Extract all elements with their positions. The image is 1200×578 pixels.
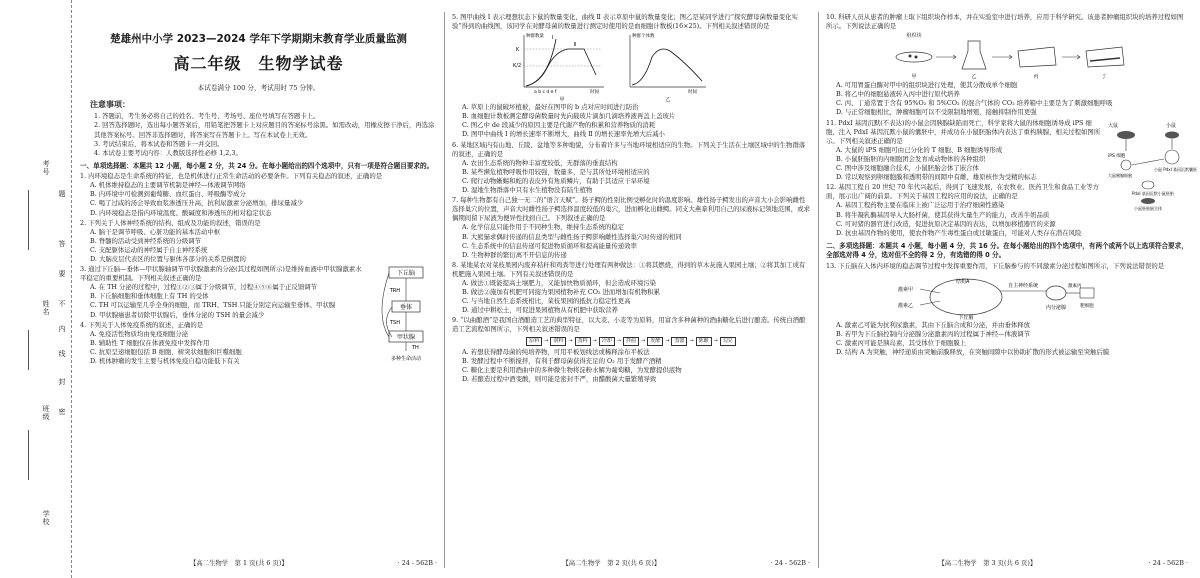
flow-step: 拌曲 [623, 337, 639, 346]
flow-arrow-icon: → [568, 337, 573, 344]
fig-thyroid: 甲状腺 [396, 334, 416, 342]
option-b: B. 下丘脑细胞和垂体细胞上有 TH 的受体 [90, 292, 209, 301]
option-d: D. 常以观察到卵细胞膜和透明带的间隙中有雌、雄原核作为受精的标志 [836, 173, 1037, 182]
option-a: A. 做法①既能提高土壤肥力，又能加快物质循环，但会造成环境污染 [462, 278, 657, 287]
seal-char: 线 [57, 350, 66, 357]
question-8 [452, 261, 810, 316]
page-column-3 [826, 12, 1198, 568]
school-label: 学校 [41, 510, 50, 526]
fig5-x-right: 时间 [688, 90, 697, 96]
footer-code: · 24 - 562B · [397, 558, 437, 567]
fig-hypothalamus: 下丘脑 [396, 270, 416, 278]
fig13-ans: 自主神经系统 [1008, 282, 1039, 289]
option-c: C. 与当地自然生态系统相比，菜枝果园的抵抗力稳定性更高 [462, 297, 631, 306]
option-a: A. 基因工程药物主要在临床上被广泛运用于治疗细菌性感染 [836, 201, 1005, 210]
fig13-hormone-a: 激素甲 [898, 286, 914, 293]
page-footer-1 [80, 559, 437, 568]
notice-heading: 注意事项： [90, 99, 130, 109]
seal-char: 答 [57, 240, 66, 247]
seal-char: 内 [57, 325, 66, 332]
flow-arrow-icon: → [616, 337, 621, 344]
question-1 [80, 172, 437, 217]
footer-page: 【高二生物学 第 1 页(共 6 页)】 [189, 558, 288, 567]
fig10-ding: 丁 [1101, 74, 1107, 81]
flow-step: 原料 [526, 337, 542, 346]
fig-trh: TRH [389, 288, 400, 295]
flow-arrow-icon: → [592, 337, 597, 344]
option-b: B. 大熊猫求偶时传递的信息类型与雌性扬子鳄影响雌性选择巢穴时传递的相同 [462, 232, 682, 241]
subject-title: 高二年级 生物学试卷 [173, 53, 344, 73]
question-10 [826, 13, 1188, 118]
exam-number-label: 考号 [41, 160, 50, 176]
fig5-k: K [516, 47, 520, 54]
question-6 [452, 141, 810, 196]
flow-arrow-icon: → [641, 337, 646, 344]
option-a: A. 大鼠的 iPS 细胞可由已分化的 T 细胞、B 细胞诱导形成 [836, 145, 1003, 154]
score-line: 本试卷满分 100 分，考试用时 75 分钟。 [197, 83, 320, 92]
option-a: A. 可用胃蛋白酶对甲中的组织块进行处理，使其分散成单个细胞 [836, 81, 1018, 90]
name-label: 姓名 [41, 300, 50, 316]
flow-arrow-icon: → [665, 337, 670, 344]
seal-char: 要 [57, 270, 66, 277]
question-5 [452, 13, 810, 140]
question-9 [452, 316, 810, 384]
flow-step: 蒸馏 [671, 337, 687, 346]
option-c: C. 生态系统中的信息传递可促进物质循环和提高能量传递效率 [462, 241, 637, 250]
option-c: C. 图中涉及细胞融合技术，小鼠胚胎会体了嵌合体 [836, 164, 979, 173]
option-d: D. 与正常细胞相比，肿瘤细胞可以不受限制地增殖，接触抑制作用更强 [836, 108, 1037, 117]
option-c: C. 激素丙可能是胰岛素，其受体位于细胞膜上 [836, 338, 967, 347]
question-7 [452, 196, 810, 260]
fig13-structure-a: 结构A [956, 278, 970, 285]
option-a: A. 在 TH 分泌的过程中，过程①②③属于分级调节，过程④⑤⑥属于正反馈调节 [90, 283, 318, 292]
fig10-jia: 甲 [911, 74, 917, 81]
option-c: C. 图乙中 de 段减少的原因主要是代谢产物的积累和营养物质的消耗 [462, 121, 656, 130]
question-stem: 4. 下列关于人体免疫系统的叙述，正确的是 [80, 320, 204, 329]
question-13 [826, 262, 1188, 357]
fig13-hypothalamus: 下丘脑 [958, 314, 974, 321]
option-b: B. 将乙中的细胞悬液转入丙中进行原代培养 [836, 90, 960, 99]
question-stem: 9. “以曲酿酒”是我国白酒酿造工艺的典型特征，以大麦、小麦等为原料，用富含多种菌种的酒曲糖化后进行酿造。传统白酒酿造工艺流程如图所示，下列相关叙述错误的是 [452, 316, 806, 334]
section-heading: 一、单项选择题：本题共 12 小题，每小题 2 分，共 24 分。在每小题给出的四个选项中，只有一项是符合题目要求的。 [80, 161, 434, 170]
question-stem: 6. 某地区域内有山地、丘陵、盆地等多种地貌，分布着许多与当地环境相适应的生物。下列关于生活在土壤区域中的生物群落的叙述，正确的是 [452, 140, 806, 158]
option-b: B. 血细胞计数板测定酵母菌数量时先向载玻片滴加几滴培养液再盖上盖玻片 [462, 112, 676, 121]
option-d: D. 若酿造过程中酒变酸，则可能是密封不严，由醋酸菌大量繁殖导致 [462, 374, 657, 383]
footer-page: 【高二生物学 第 3 页(共 6 页)】 [938, 558, 1037, 567]
option-b: B. 做法②施加有机肥可同接为果园植物补充 CO₂ 进而增加有机物积累 [462, 288, 661, 297]
ips-chimera-figure [1106, 119, 1198, 211]
option-d: D. 湿地生物群落中只有水生植物没有陆生植物 [462, 186, 593, 195]
option-c: C. TH 可以运输至几乎全身的细胞，而 TRH、TSH 只能分别定向运输至垂体、甲状腺 [90, 301, 336, 310]
option-d: D. 图甲中曲线 Ⅰ 的增长速率不断增大，曲线 Ⅱ 的增长速率先增大后减小 [462, 130, 665, 139]
page-footer-2 [452, 559, 810, 568]
question-stem: 5. 图甲曲线 Ⅰ 表示理想状态下鼠的数量变化，曲线 Ⅱ 表示草原中鼠的数量变化；图乙是某同学进行“探究酵母菌数量变化实验”得到的曲线图，该同学在对酵母菌的数量进行测定时使用的是血细胞计数板(16×25)。下列相关叙述错误的是 [452, 13, 798, 31]
option-d: D. 甲状腺癌患者切除甲状腺后，垂体分泌的 TSH 的量会减少 [90, 310, 265, 319]
fig11-pancreas: 大鼠胰腺细胞 [1108, 172, 1132, 178]
fig5-y-left: 种群数量 [526, 34, 544, 40]
fig5-x-ticks: a b c d e f [534, 90, 557, 96]
fig5-cap-left: 甲 [559, 97, 565, 104]
fig11-chimera: 小鼠胚胎嵌合体 [1134, 205, 1162, 211]
section-heading: 二、多项选择题：本题共 4 小题，每小题 4 分，共 16 分。在每小题给出的四个选项中，有两个或两个以上选项符合要求，全部选对得 4 分，选对但不全的得 2 分，有选错的得 0 分。 [826, 241, 1188, 260]
question-stem: 11. PdxI 基因沉默(不表达)的小鼠会因胰腺缺陷而死亡，科学家将大鼠的体细胞诱导成 iPS 细胞，注入 PdxI 基因沉默小鼠的囊胚中，并成功在小鼠胚胎体内表达了重构胰腺，相关过程如图所示。下列相关叙述正确的是 [826, 118, 1101, 145]
option-d: D. 生物种群的繁衍离不开信息的传递 [462, 250, 567, 259]
option-a: A. 脑干是调节呼吸、心脏功能的基本活动中枢 [90, 227, 221, 236]
seal-char: 密 [57, 408, 66, 415]
question-stem: 2. 下列关于人体神经系统的结构、组成及功能的叙述，错误的是 [80, 218, 261, 227]
option-a: A. 农田生态系统的物种丰富度较低，无群落的垂直结构 [462, 158, 618, 167]
footer-code: · 24 - 562B · [1148, 558, 1188, 567]
option-a: A. 化学信息只能作用于不同种生物，维持生态系统的稳定 [462, 223, 625, 232]
question-stem: 3. 通过下丘脑—垂体—甲状腺轴调节甲状腺激素的分泌(其过程如图所示)是维持血液中甲状腺激素水平稳定的重要机制。下列相关叙述正确的是 [80, 265, 362, 283]
option-b: B. 内环境中可检测到葡萄糖、血红蛋白、呼吸酶等成分 [90, 190, 246, 199]
option-a: A. 免疫活性物质均由免疫细胞分泌 [90, 329, 189, 338]
footer-code: · 24 - 562B · [770, 558, 810, 567]
fig-th: TH [412, 345, 419, 352]
option-c: C. 抗原呈递细胞包括 B 细胞、树突状细胞和巨噬细胞 [90, 347, 242, 356]
option-a: A. 草原上的鼠破坏植被，最好在图甲的 b 点对应时间进行防治 [462, 103, 639, 112]
hypothalamus-hormone-figure [896, 271, 1096, 321]
option-c: C. 支配躯体运动的神经属于自主神经系统 [90, 245, 208, 254]
fig10-bing: 丙 [1033, 74, 1039, 81]
page-footer-3 [826, 559, 1188, 568]
option-b: B. 辅助性 T 细胞仅在体液免疫中发挥作用 [90, 338, 210, 347]
notice-item: 1. 答题前，考生务必将自己的姓名、考生号、考场号、座位号填写在答题卡上。 [94, 112, 320, 121]
column-divider [818, 12, 819, 568]
option-d: D. 通过中耕松土，可促进果园植物从有机肥中获取营养 [462, 306, 618, 315]
question-stem: 10. 科研人员从患者的肿瘤上取下组织块作样本，并在实验室中进行培养，应用于科学研究。该患者肿瘤组织块的培养过程如图所示。下列说法正确的是 [826, 13, 1184, 31]
option-d: D. 大脑皮层代表区的位置与躯体各部分的关系是倒置的 [90, 255, 246, 264]
option-b: B. 小鼠胚胎胚的内细胞团会发育成动物体的各种组织 [836, 154, 986, 163]
brewing-flow-figure [452, 337, 810, 346]
flow-step: 润料 [550, 337, 566, 346]
flow-arrow-icon: → [713, 337, 718, 344]
population-curve-figure [512, 31, 712, 103]
flow-arrow-icon: → [689, 337, 694, 344]
fig5-curve1: Ⅰ [552, 35, 554, 42]
fig5-x-label: 时间 [590, 90, 599, 96]
exam-title: 楚雄州中小学 2023—2024 学年下学期期末教育学业质量监测 [110, 33, 407, 45]
option-a: A. 激素乙可能为抗利尿激素，其由下丘脑合成和分泌，并由垂体释放 [836, 320, 1031, 329]
fig11-blastocyst: 小鼠 PdxI 基因沉默囊胚 [1154, 166, 1198, 172]
fig-pituitary: 垂体 [399, 304, 413, 312]
option-c: C. 丙、丁通常置于含有 95%O₂ 和 5%CO₂ 的混合气体的 CO₂ 培养箱中主要是为了刺激细胞呼吸 [836, 99, 1113, 108]
flow-step: 陈酿 [696, 337, 712, 346]
option-d: D. 结构 A 为突触，神经递质由突触前膜释放，在突触间隙中以协助扩散的形式被运输至突触后膜 [836, 347, 1110, 356]
fig-caption: 多种生命活动 [390, 356, 422, 363]
notice-item: 4. 本试卷主要考试内容：人教版选择性必修 1,2,3。 [94, 148, 242, 157]
notice-item: 2. 回答选择题时，选出每小题答案后，用铅笔把答题卡上对应题目的答案标号涂黑。如需改动，用橡皮擦干净后，再选涂其他答案标号。回答非选择题时，将答案写在答题卡上。写在本试卷上无效。 [94, 121, 435, 139]
option-b: B. 发酵过程中不断搅拌，有利于酵母菌获得充足的 O₂ 用于发酵产酒精 [462, 356, 662, 365]
question-stem: 13. 下丘脑在人体内环境的稳态调节过程中发挥重要作用，下丘脑参与的不同激素分泌过程如图所示，下列说法错误的是 [826, 261, 1165, 270]
option-a: A. 机体维持稳态的主要调节机制是神经—体液调节网络 [90, 181, 246, 190]
seal-char: 不 [57, 300, 66, 307]
page-column-2 [452, 12, 810, 568]
fig13-target: 靶细胞 [1080, 303, 1094, 309]
question-stem: 8. 某地某农对菜枝果园内废弃秸秆和鸡粪等进行处理有两种做法：①将其燃烧，得到的草木灰施入果园土壤；②将其加工成有机肥施入果园土壤。下列有关叙述错误的是 [452, 260, 806, 278]
fig11-ips: iPS 细胞 [1108, 153, 1126, 159]
fig13-hormone-b: 激素乙 [898, 302, 914, 309]
option-b: B. 将牛凝乳酶基因导入大肠杆菌，使其获得大量生产的能力，改善牛奶品质 [836, 210, 1050, 219]
fig13-gland: 内分泌腺 [1045, 304, 1067, 311]
fig5-k2: K/2 [513, 63, 522, 70]
option-c: C. 可对猪的器官进行改造，促进抗原决定基因的表达，以增加移植器官的来源 [836, 219, 1056, 228]
fig-tsh: TSH [390, 320, 400, 327]
binding-strip [0, 0, 72, 578]
column-divider [444, 12, 445, 568]
option-c: C. 喝了过咸的汤会导致血浆渗透压升高，抗利尿激素分泌增加，排尿量减少 [90, 199, 304, 208]
option-d: D. 机体肿瘤的发生主要与机体免疫自稳功能低下有关 [90, 357, 240, 366]
hpt-axis-figure [367, 265, 437, 365]
option-d: D. 内环境稳态是指内环境温度、酸碱度和渗透压的相对稳定状态 [90, 208, 272, 217]
fig10-yi: 乙 [971, 74, 977, 81]
exam-number-line [28, 190, 29, 250]
fig13-hormone-c: 激素丙 [1068, 283, 1082, 289]
fig5-curve2: Ⅱ [574, 42, 577, 49]
option-b: B. 脊髓的活动受到神经系统的分级调节 [90, 236, 202, 245]
fig11-embryo: PdxI 基因沉默小鼠胚胎 [1132, 190, 1174, 196]
option-b: B. 某些濒危植物呼吸作用较强，数量多，是与其所处环境相适应的 [462, 167, 650, 176]
question-stem: 12. 基因工程自 20 世纪 70 年代兴起后，得到了飞速发展，在农牧业、医药卫生和食品工业等方面，展示出广阔的前景。下列关于基因工程的应用的说法，正确的是 [826, 183, 1100, 201]
flow-step: 发酵 [647, 337, 663, 346]
fig5-cap-right: 乙 [665, 97, 671, 104]
question-stem: 1. 内环境稳态是生命系统的特征，也是机体进行正常生命活动的必要条件。下列有关稳态的叙述，正确的是 [80, 172, 383, 181]
seal-char: 题 [57, 190, 66, 197]
question-stem: 7. 每种生物都有自己独一无二的“语言天赋”。扬子鳄的性别比例受孵化时的温度影响。雄性扬子鳄发出的声音大小会影响雌性选择巢穴的位置，声音大时雌性扬子鳄选择温度较低的巢穴，进而孵化出雌鳄。同支大燕豢利用自己的尿液标记领地范围，或求偶期间留下尿液为便异性找到自己。下列叙述正确的是 [452, 196, 810, 223]
option-a: A. 若想获得酵母菌的纯培养物，可用平板划线法或稀释涂布平板法 [462, 347, 650, 356]
question-2 [80, 219, 437, 264]
flow-step: 冷却 [599, 337, 615, 346]
fig11-rat: 大鼠 [1108, 122, 1119, 129]
flow-step: 蒸料 [575, 337, 591, 346]
option-b: B. 若甲为下丘脑控制内分泌腺分泌激素丙的过程属于神经—体液调节 [836, 329, 1031, 338]
notice-item: 3. 考试结束后，将本试卷和答题卡一并交回。 [94, 139, 224, 148]
fig11-mouse: 小鼠 [1166, 122, 1177, 129]
option-c: C. 爬行动物蜥蜴和蛇的表皮外有角质鳞片，有助于其适应干旱环境 [462, 176, 650, 185]
name-line [28, 330, 29, 370]
notice-block [80, 99, 437, 158]
page-column-1 [80, 12, 437, 568]
tissue-culture-figure [886, 31, 1136, 81]
option-d: D. 抗虫基因作物的使用，使农作物产生毒性蛋白或过敏蛋白，可能对人类存在潜在风险 [836, 228, 1082, 237]
fig10-tissue: 组织块 [906, 33, 922, 40]
flow-step: 勾兑 [720, 337, 736, 346]
flow-arrow-icon: → [544, 337, 549, 344]
footer-page: 【高二生物学 第 2 页(共 6 页)】 [562, 558, 661, 567]
seal-char: 封 [57, 378, 66, 385]
class-label: 班级 [41, 405, 50, 421]
option-c: C. 糖化主要是利用酒曲中的多种微生物将淀粉水解为葡萄糖，为发酵提供底物 [462, 365, 682, 374]
class-line [28, 430, 29, 480]
fig5-y-right: 种群个体数 [632, 34, 655, 40]
